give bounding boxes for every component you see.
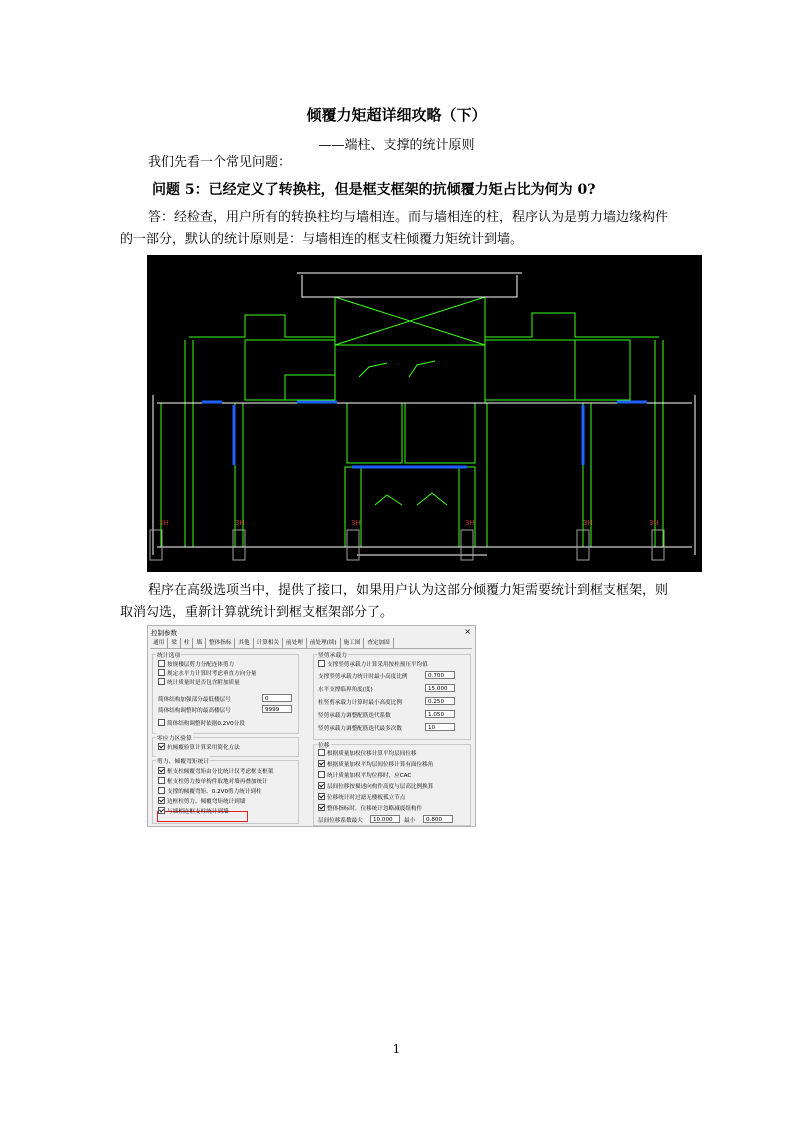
field-input[interactable]: 0 xyxy=(262,694,292,702)
field-row xyxy=(158,705,231,714)
option-label: 位移统计时过滤无楼板孤立节点 xyxy=(327,794,406,801)
cad-plan-figure xyxy=(147,255,702,572)
field-input[interactable]: 1.050 xyxy=(425,710,455,718)
field-label: 柱竖剪承载力计算时最小高度比例 xyxy=(318,699,402,706)
option-label: 规定水平力计算时考虑垂直方向分量 xyxy=(167,670,257,677)
option-label: 根据质量加权位移计算平均层间位移 xyxy=(327,750,417,757)
option-label: 抗倾覆验算计算采用简化方法 xyxy=(167,744,240,751)
option-label: 支撑的倾覆弯矩、0.2V0剪力统计到柱 xyxy=(167,788,262,795)
cad-axis-label: 3H xyxy=(351,519,361,527)
control-params-dialog xyxy=(147,625,476,827)
checkbox[interactable] xyxy=(318,760,325,767)
option-row[interactable] xyxy=(318,748,417,757)
option-row[interactable] xyxy=(318,803,422,812)
option-row[interactable] xyxy=(158,786,262,795)
checkbox[interactable] xyxy=(158,743,165,750)
option-label: 按规楼层剪力分配连体剪力 xyxy=(167,661,235,668)
dialog-tab[interactable]: 通用 xyxy=(150,638,168,648)
field-input[interactable]: 0.250 xyxy=(425,697,455,705)
checkbox[interactable] xyxy=(318,771,325,778)
checkbox[interactable] xyxy=(158,777,165,784)
option-label: 与墙相连框支柱统计到墙 xyxy=(167,808,229,815)
option-label: 框支柱倾覆弯矩由分比统计仅考虑框支框架 xyxy=(167,768,274,775)
dialog-tabs xyxy=(150,638,472,649)
group-shear-moment-title: 剪力、倾覆弯矩统计 xyxy=(156,756,210,765)
cad-axis-label: 3H xyxy=(235,519,245,527)
checkbox[interactable] xyxy=(318,660,325,667)
doc-title: 倾覆力矩超详细攻略（下） xyxy=(306,106,487,124)
group-stat-options-title: 统计选项 xyxy=(156,650,181,659)
option-row[interactable] xyxy=(158,677,240,686)
option-row[interactable] xyxy=(318,781,433,790)
option-row[interactable] xyxy=(318,792,405,801)
dialog-title: 控制参数 xyxy=(151,629,177,637)
ratio-min-row xyxy=(404,815,415,824)
field-label: 简体结构调整时的最高楼层号 xyxy=(158,707,231,714)
cad-plan-drawing xyxy=(147,255,702,572)
checkbox[interactable] xyxy=(318,793,325,800)
field-row xyxy=(318,697,402,706)
field-input[interactable]: 10 xyxy=(425,723,455,731)
cad-axis-label: 3H xyxy=(465,519,475,527)
option-label: 整体指标时，位移统计忽略减震组构件 xyxy=(327,805,423,812)
checkbox[interactable] xyxy=(158,807,165,814)
field-row xyxy=(318,671,408,680)
option-row[interactable] xyxy=(158,806,229,815)
page-number: 1 xyxy=(392,1042,401,1056)
option-row[interactable] xyxy=(318,659,428,668)
checkbox[interactable] xyxy=(158,787,165,794)
field-input[interactable]: 15.000 xyxy=(425,684,455,692)
dialog-tab[interactable]: 梁 xyxy=(168,638,181,648)
dialog-tab[interactable]: 前处理(续) xyxy=(307,638,341,648)
checkbox[interactable] xyxy=(158,767,165,774)
option-label: 根据质量加权平均层间位移计算有面位移角 xyxy=(327,761,434,768)
dialog-tab[interactable]: 查定加固 xyxy=(364,638,393,648)
intro-paragraph: 我们先看一个常见问题： xyxy=(148,155,292,170)
checkbox[interactable] xyxy=(158,669,165,676)
cad-axis-label: 3H xyxy=(583,519,593,527)
ratio-max-input[interactable]: 10.000 xyxy=(370,815,400,823)
field-label: 简体结构加强部分最低楼层号 xyxy=(158,696,231,703)
option-paragraph: 程序在高级选项当中，提供了接口，如果用户认为这部分倾覆力矩需要统计到框支框架，则取消勾选，重新计算就统计到框支框架部分了。 xyxy=(120,583,669,620)
option-row[interactable] xyxy=(158,718,245,727)
field-row xyxy=(318,710,391,719)
option-row[interactable] xyxy=(318,759,433,768)
field-row xyxy=(318,723,402,732)
option-label: 边框柱剪力、倾覆弯矩统计到墙 xyxy=(167,798,246,805)
dialog-tab[interactable]: 柱 xyxy=(181,638,194,648)
dialog-tab[interactable]: 前处理 xyxy=(283,638,307,648)
checkbox[interactable] xyxy=(158,678,165,685)
dialog-tab[interactable]: 整体指标 xyxy=(206,638,235,648)
cad-axis-label: 3H xyxy=(649,519,659,527)
field-label: 竖剪承载力调整配筋迭代系数 xyxy=(318,712,391,719)
field-label: 水平支撑临界角度(度) xyxy=(318,686,373,693)
checkbox[interactable] xyxy=(318,749,325,756)
dialog-tab[interactable]: 墙 xyxy=(193,638,206,648)
answer-paragraph: 答：经检查，用户所有的转换柱均与墙相连。而与墙相连的柱，程序认为是剪力墙边缘构件的一部分，默认的统计原则是：与墙相连的框支柱倾覆力矩统计到墙。 xyxy=(120,210,669,247)
option-row[interactable] xyxy=(158,796,245,805)
close-icon[interactable]: × xyxy=(464,627,471,636)
option-row[interactable] xyxy=(158,742,240,751)
option-row[interactable] xyxy=(158,659,234,668)
group-displacement-title: 位移 xyxy=(317,740,331,749)
checkbox[interactable] xyxy=(158,797,165,804)
option-row[interactable] xyxy=(158,776,268,785)
dialog-tab[interactable]: 计算相关 xyxy=(254,638,283,648)
dialog-tab[interactable]: 施工图 xyxy=(341,638,365,648)
option-label: 简体结构调整时依据0.2V0分段 xyxy=(167,720,245,727)
option-label: 支撑竖剪承载力计算采用按柱预压平均值 xyxy=(327,661,428,668)
group-zero-stress-title: 零应力区验算 xyxy=(156,733,193,742)
option-row[interactable] xyxy=(318,770,411,779)
option-label: 统计质量加权平均位移时，应CAC xyxy=(327,772,412,779)
ratio-row xyxy=(318,815,363,824)
field-label: 竖剪承载力调整配筋迭代最多次数 xyxy=(318,725,402,732)
field-label: 支撑竖剪承载力统计时最小高度比例 xyxy=(318,673,408,680)
question-heading: 问题 5：已经定义了转换柱，但是框支框架的抗倾覆力矩占比为何为 0? xyxy=(152,182,596,198)
cad-axis-label: 3H xyxy=(159,519,169,527)
option-label: 框支柱剪力按单构件取地对墙再叠加统计 xyxy=(167,778,268,785)
field-row xyxy=(158,694,231,703)
field-row xyxy=(318,684,373,693)
ratio-min-input[interactable]: 0.800 xyxy=(423,815,453,823)
field-input[interactable]: 0.700 xyxy=(425,671,455,679)
option-row[interactable] xyxy=(158,766,273,775)
ratio-min-label: 最小 xyxy=(404,817,416,824)
option-label: 统计质量时是否包含附加质量 xyxy=(167,679,240,686)
option-row[interactable] xyxy=(158,668,257,677)
group-shear-capacity-title: 竖剪承载力 xyxy=(317,650,348,659)
dialog-tab[interactable]: 其他 xyxy=(235,638,253,648)
doc-subtitle: ——端柱、支撑的统计原则 xyxy=(318,138,475,153)
checkbox[interactable] xyxy=(318,782,325,789)
field-input[interactable]: 9999 xyxy=(262,705,292,713)
option-label: 层间位移按描述向构件高度与层高比例换算 xyxy=(327,783,434,790)
checkbox[interactable] xyxy=(158,660,165,667)
checkbox[interactable] xyxy=(158,719,165,726)
ratio-label: 层间位移系数最大 xyxy=(318,817,363,824)
checkbox[interactable] xyxy=(318,804,325,811)
